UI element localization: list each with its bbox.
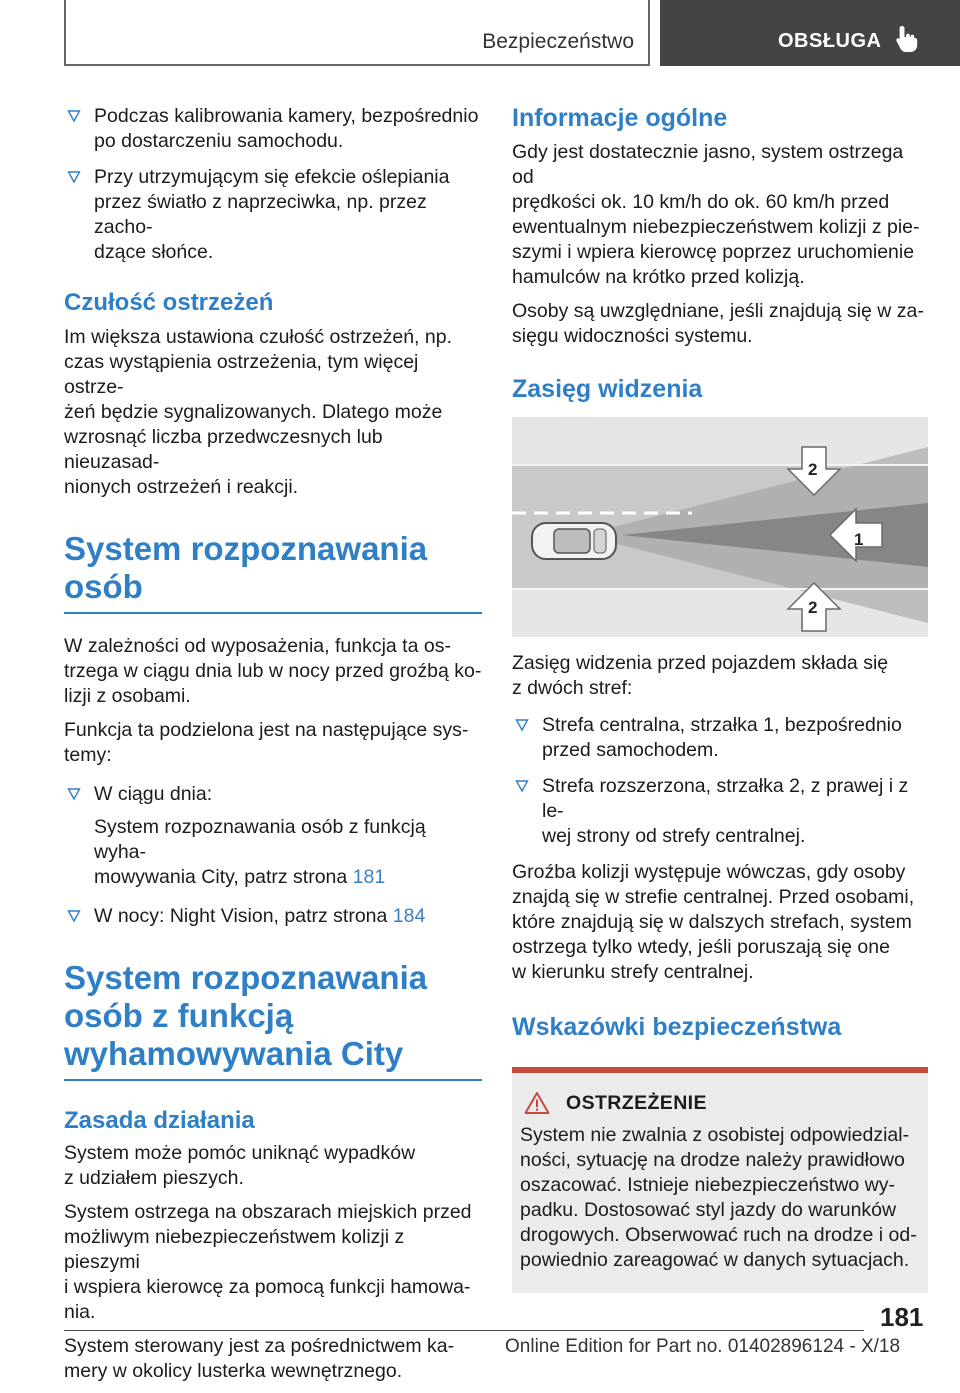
- text-line: powiednio zareagować w danych sytuacjach.: [520, 1249, 910, 1271]
- text-line: temy:: [64, 744, 112, 766]
- triangle-bullet-icon: [515, 779, 529, 793]
- text-line: trzega w ciągu dnia lub w nocy przed groźbą ko-: [64, 660, 482, 682]
- text-line: Gdy jest dostatecznie jasno, system ostrzega od: [512, 141, 904, 188]
- left-column: [64, 104, 482, 1393]
- footer-divider: [64, 1330, 864, 1331]
- text-line: z udziałem pieszych.: [64, 1167, 244, 1189]
- text-line: znajdą się w strefie centralnej. Przed osobami,: [512, 886, 915, 908]
- text-line: i wspiera kierowcę za pomocą funkcji hamowa-: [64, 1276, 471, 1298]
- detection-range-illustration: [512, 417, 928, 637]
- text-line: które znajdują się w dalszych strefach, system: [512, 911, 912, 933]
- section-heading: [64, 959, 482, 1073]
- page-header: [64, 0, 960, 66]
- triangle-bullet-icon: [515, 718, 529, 732]
- text-line: możliwym niebezpieczeństwem kolizji z pieszymi: [64, 1226, 405, 1273]
- text-line: System nie zwalnia z osobistej odpowiedzial-: [520, 1124, 910, 1146]
- text-line: lizji z osobami.: [64, 685, 191, 707]
- principle-text-2: [64, 1200, 482, 1325]
- right-column: [512, 104, 928, 1293]
- chapter-title: OBSŁUGA: [778, 30, 882, 52]
- bullet-line: po dostarczeniu samochodu.: [94, 130, 344, 152]
- safety-heading: Wskazówki bezpieczeństwa: [512, 1013, 842, 1041]
- bullet-line: wej strony od strefy centralnej.: [542, 825, 806, 847]
- text-line: Im większa ustawiona czułość ostrzeżeń, np.: [64, 326, 453, 348]
- car-icon: [532, 523, 616, 559]
- heading-line: osób: [64, 568, 143, 605]
- link-prefix: W nocy: Night Vision, patrz strona: [94, 905, 388, 927]
- text-line: System rozpoznawania osób z funkcją wyha-: [94, 816, 426, 863]
- principle-text-1: [64, 1141, 482, 1191]
- chapter-tab: [660, 0, 960, 66]
- warning-triangle-icon: [524, 1091, 550, 1115]
- sensitivity-heading: Czułość ostrzeżeń: [64, 289, 274, 316]
- bullet-subtext: [94, 815, 482, 890]
- text-line: prędkości ok. 10 km/h do ok. 60 km/h przed: [512, 191, 890, 213]
- principle-text-3: [64, 1334, 482, 1384]
- text-line: Osoby są uwzględniane, jeśli znajdują się w za-: [512, 300, 924, 322]
- range-heading: Zasięg widzenia: [512, 375, 703, 403]
- triangle-bullet-icon: [67, 909, 81, 923]
- heading-line: System rozpoznawania: [64, 530, 428, 567]
- section-heading: [64, 530, 482, 606]
- text-line: ewentualnym niebezpieczeństwem kolizji z pie-: [512, 216, 920, 238]
- general-text-2: [512, 299, 928, 349]
- heading-line: System rozpoznawania: [64, 959, 428, 996]
- warning-title: OSTRZEŻENIE: [566, 1091, 707, 1114]
- triangle-bullet-icon: [67, 109, 81, 123]
- list-item: [64, 782, 482, 890]
- text-line: W zależności od wyposażenia, funkcja ta os-: [64, 635, 451, 657]
- text-line: System ostrzega na obszarach miejskich przed: [64, 1201, 472, 1223]
- list-item: [512, 774, 928, 849]
- link-prefix: mowywania City, patrz strona: [94, 866, 348, 888]
- text-line: System może pomóc uniknąć wypadków: [64, 1142, 416, 1164]
- text-line: Funkcja ta podzielona jest na następujące sys-: [64, 719, 469, 741]
- text-line: nionych ostrzeżeń i reakcji.: [64, 476, 299, 498]
- person-detection-systems: [64, 718, 482, 768]
- range-text-2: [512, 860, 928, 985]
- text-line: Zasięg widzenia przed pojazdem składa się: [512, 652, 889, 674]
- person-detection-intro: [64, 634, 482, 709]
- sensitivity-text: [64, 325, 482, 500]
- text-line: Groźba kolizji występuje wówczas, gdy osoby: [512, 861, 906, 883]
- text-line: nia.: [64, 1301, 96, 1323]
- page-number: 181: [880, 1302, 924, 1332]
- section-title: Bezpieczeństwo: [482, 30, 634, 53]
- text-line: ostrzega tylko wtedy, jeśli poruszają się one: [512, 936, 890, 958]
- text-line: ności, sytuację na drodze należy prawidłowo: [520, 1149, 905, 1171]
- arrow-2-lower-label: 2: [808, 598, 818, 617]
- text-line: żeń będzie sygnalizowanych. Dlatego może: [64, 401, 443, 423]
- list-item: [64, 104, 482, 154]
- warning-text: [520, 1123, 920, 1273]
- text-line: szymi i wpiera kierowcę poprzez uruchomienie: [512, 241, 915, 263]
- page-link-184[interactable]: 184: [392, 905, 426, 927]
- bullet-line: W ciągu dnia:: [94, 783, 213, 805]
- general-text-1: [512, 140, 928, 290]
- text-line: mery w okolicy lusterka wewnętrznego.: [64, 1360, 403, 1382]
- principle-heading: Zasada działania: [64, 1107, 255, 1134]
- arrow-1-label: 1: [854, 530, 864, 549]
- page-link-181[interactable]: 181: [352, 866, 386, 888]
- bullet-line: Przy utrzymującym się efekcie oślepiania: [94, 166, 450, 188]
- warning-box: [512, 1067, 928, 1293]
- text-line: w kierunku strefy centralnej.: [512, 961, 754, 983]
- list-item: [64, 904, 482, 929]
- general-heading: Informacje ogólne: [512, 104, 728, 132]
- edition-footer: Online Edition for Part no. 01402896124 - X/18: [505, 1336, 901, 1357]
- list-item: [512, 713, 928, 763]
- bullet-line: [94, 904, 482, 929]
- text-line: padku. Dostosować styl jazdy do warunków: [520, 1199, 897, 1221]
- text-line: oszacować. Istnieje niebezpieczeństwo wy-: [520, 1174, 896, 1196]
- text-line: sięgu widoczności systemu.: [512, 325, 753, 347]
- range-text-1: [512, 651, 928, 701]
- text-line: czas wystąpienia ostrzeżenia, tym więcej ostrze-: [64, 351, 419, 398]
- text-line: hamulców na krótko przed kolizją.: [512, 266, 805, 288]
- section-tab: [64, 0, 650, 66]
- warning-header: [520, 1091, 920, 1115]
- heading-line: wyhamowywania City: [64, 1035, 404, 1072]
- bullet-line: przed samochodem.: [542, 739, 719, 761]
- bullet-line: Strefa centralna, strzałka 1, bezpośrednio: [542, 714, 902, 736]
- bullet-line: przez światło z naprzeciwka, np. przez zacho-: [94, 191, 427, 238]
- bullet-line: Strefa rozszerzona, strzałka 2, z prawej i z le-: [542, 775, 909, 822]
- text-line: drogowych. Obserwować ruch na drodze i od-: [520, 1224, 917, 1246]
- bullet-line: dzące słońce.: [94, 241, 214, 263]
- heading-line: osób z funkcją: [64, 997, 294, 1034]
- text-line: [94, 865, 482, 890]
- detection-range-figure: [512, 417, 928, 637]
- triangle-bullet-icon: [67, 170, 81, 184]
- text-line: System sterowany jest za pośrednictwem ka-: [64, 1335, 455, 1357]
- text-line: z dwóch stref:: [512, 677, 633, 699]
- person-detection-section-heading: [64, 530, 482, 614]
- text-line: wzrosnąć liczba przedwczesnych lub nieuzasad-: [64, 426, 383, 473]
- arrow-2-upper-label: 2: [808, 460, 818, 479]
- pointing-hand-icon: [894, 24, 920, 54]
- list-item: [64, 165, 482, 265]
- city-braking-section-heading: [64, 959, 482, 1081]
- bullet-line: Podczas kalibrowania kamery, bezpośrednio: [94, 105, 479, 127]
- triangle-bullet-icon: [67, 787, 81, 801]
